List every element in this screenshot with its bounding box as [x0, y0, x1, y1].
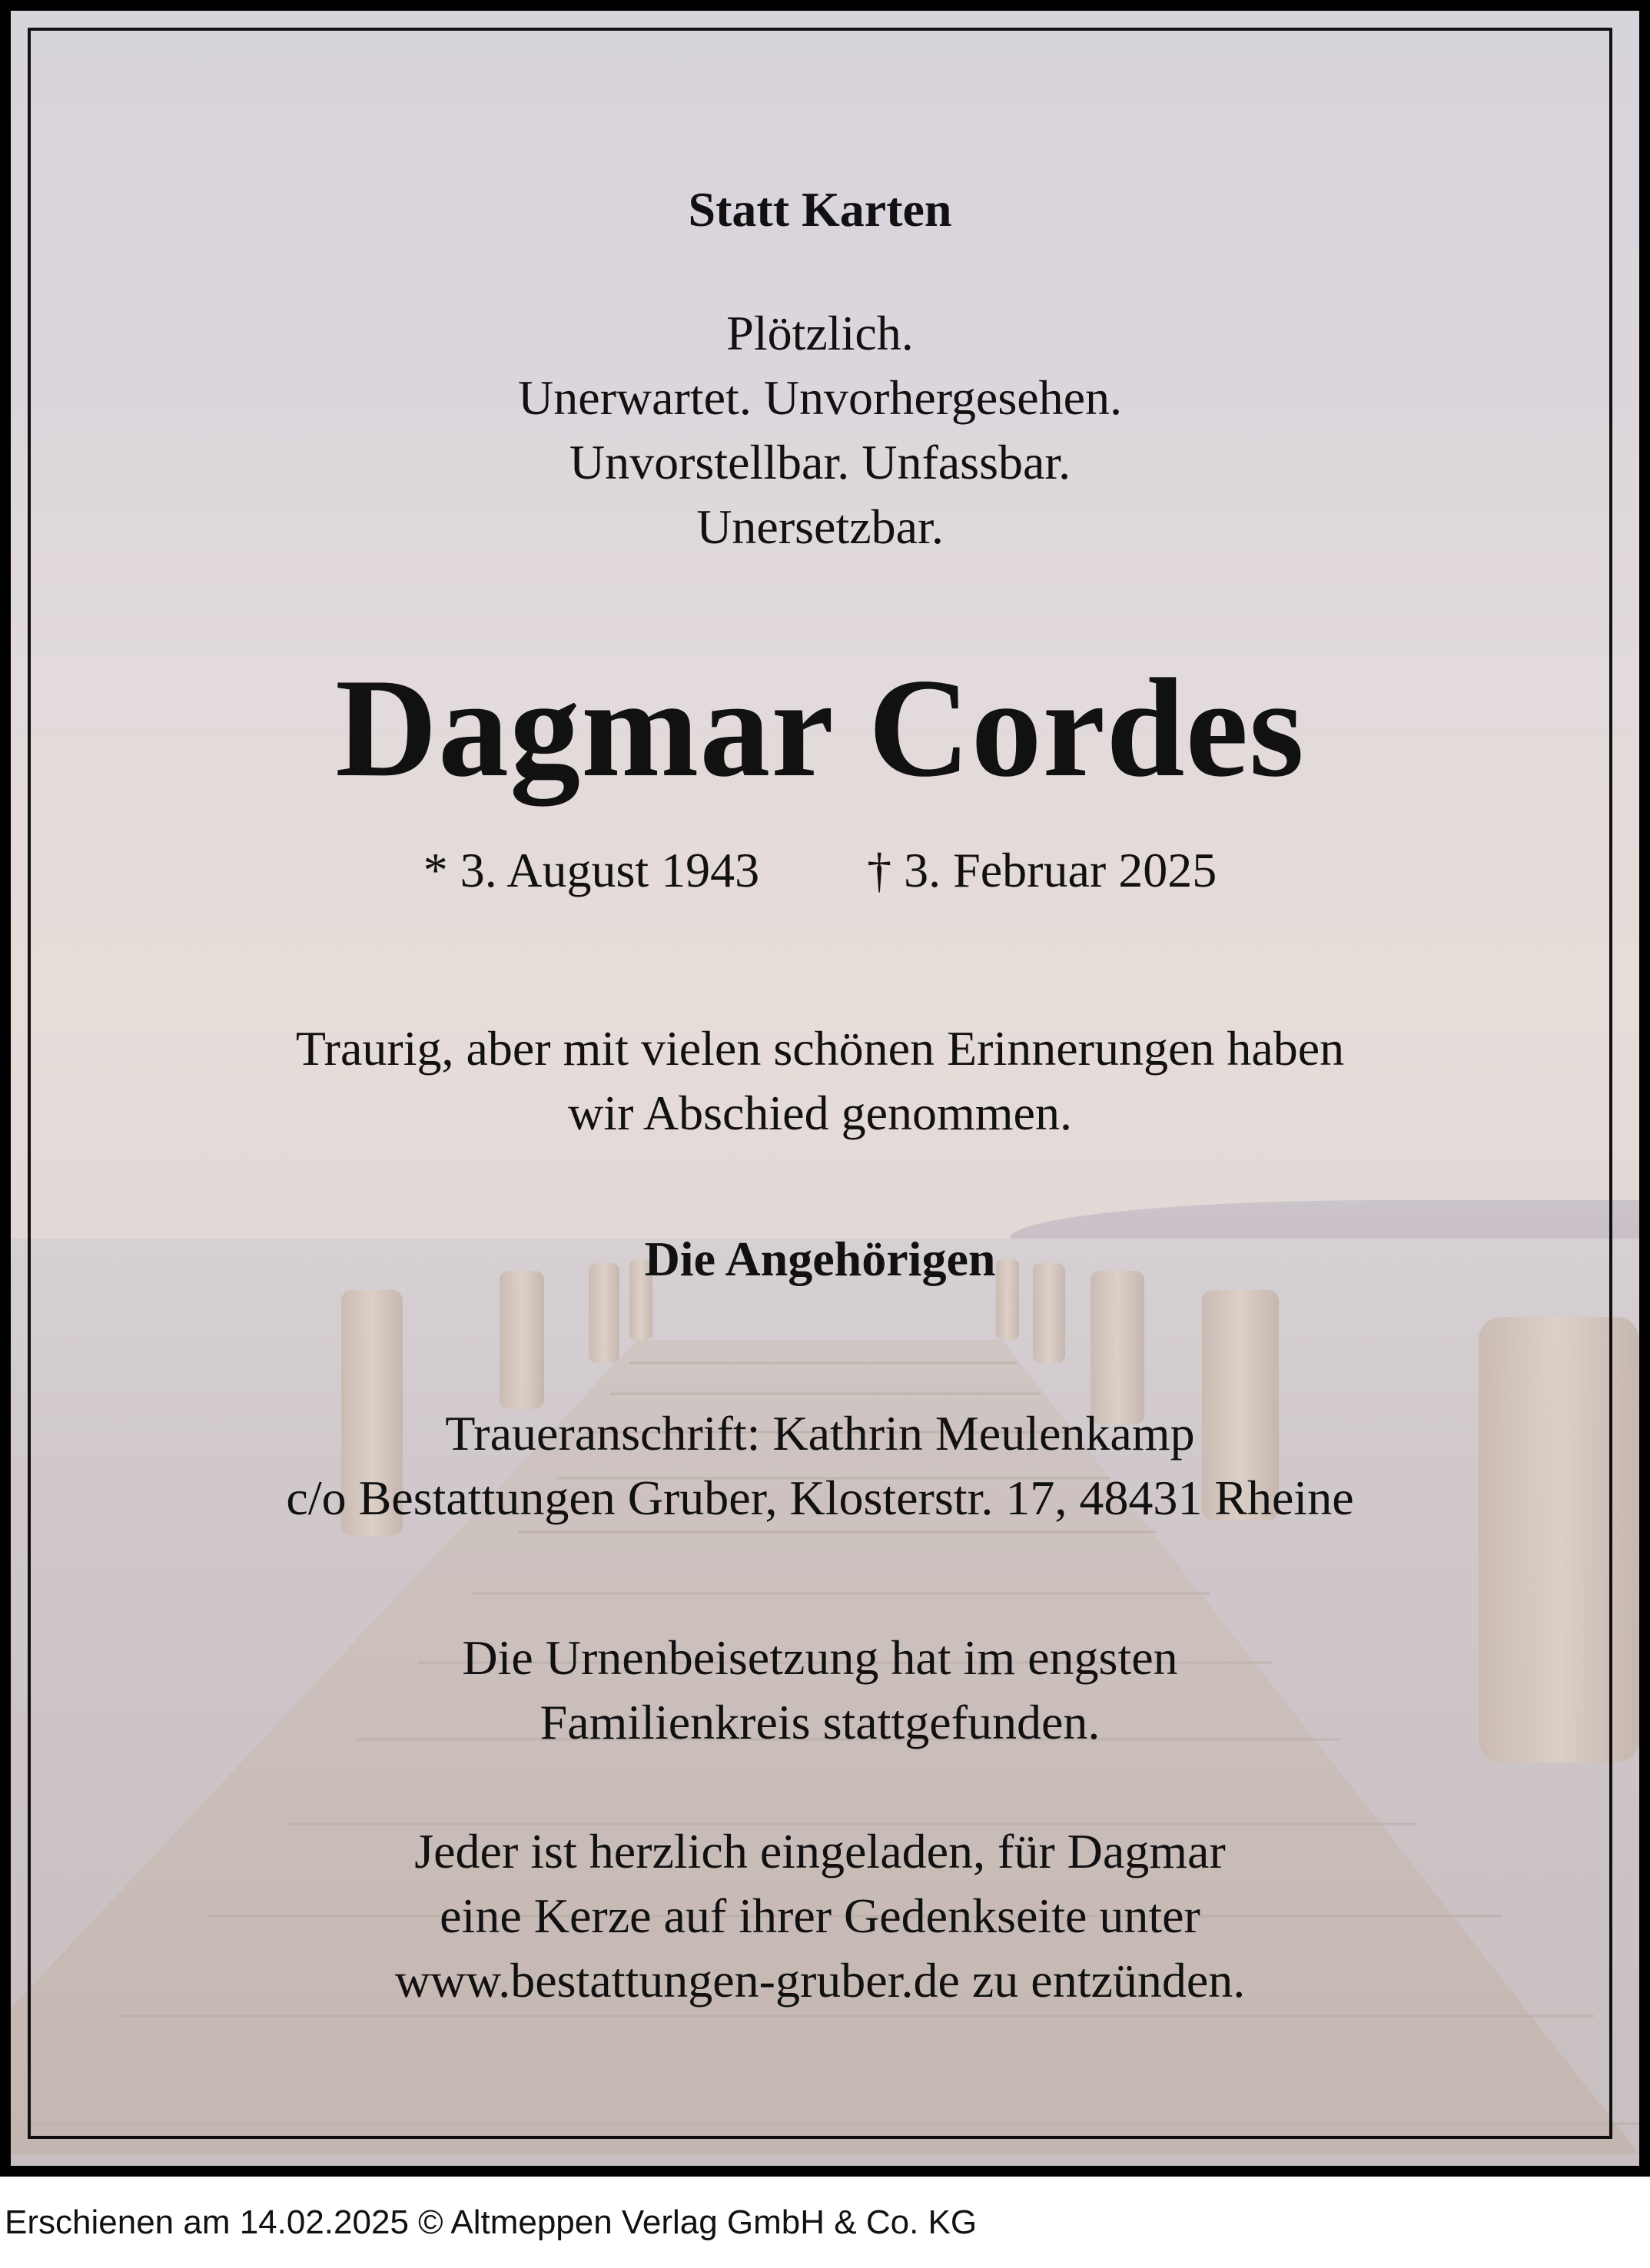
publication-footer: Erschienen am 14.02.2025 © Altmeppen Verlag GmbH & Co. KG: [5, 2203, 978, 2241]
address-line: Traueranschrift: Kathrin Meulenkamp: [445, 1406, 1195, 1461]
mourning-address: [28, 1401, 1612, 1530]
candle-line: eine Kerze auf ihrer Gedenkseite unter: [440, 1888, 1200, 1943]
family-signature: Die Angehörigen: [644, 1232, 996, 1286]
death-date: † 3. Februar 2025: [867, 843, 1217, 897]
urn-burial-text: [28, 1626, 1612, 1755]
intro-text: [28, 301, 1612, 559]
candle-invitation-text: [28, 1819, 1612, 2013]
intro-line: Unvorstellbar. Unfassbar.: [569, 435, 1071, 489]
urn-line: Familienkreis stattgefunden.: [539, 1695, 1101, 1749]
candle-line: Jeder ist herzlich eingeladen, für Dagmar: [414, 1824, 1226, 1878]
farewell-text: [28, 1016, 1612, 1146]
farewell-line: Traurig, aber mit vielen schönen Erinnerungen haben: [295, 1021, 1345, 1076]
deceased-name: Dagmar Cordes: [335, 649, 1305, 806]
birth-date: * 3. August 1943: [423, 843, 760, 897]
intro-line: Unersetzbar.: [696, 499, 944, 554]
intro-line: Unerwartet. Unvorhergesehen.: [517, 370, 1123, 425]
urn-line: Die Urnenbeisetzung hat im engsten: [462, 1630, 1178, 1685]
address-line: c/o Bestattungen Gruber, Klosterstr. 17, 48431 Rheine: [286, 1471, 1354, 1525]
life-dates: [28, 842, 1612, 899]
obituary-notice: [28, 28, 1612, 2139]
candle-line: www.bestattungen-gruber.de zu entzünden.: [394, 1953, 1246, 2008]
intro-line: Plötzlich.: [726, 306, 914, 360]
farewell-line: wir Abschied genommen.: [568, 1086, 1072, 1140]
notice-header: Statt Karten: [688, 182, 952, 237]
